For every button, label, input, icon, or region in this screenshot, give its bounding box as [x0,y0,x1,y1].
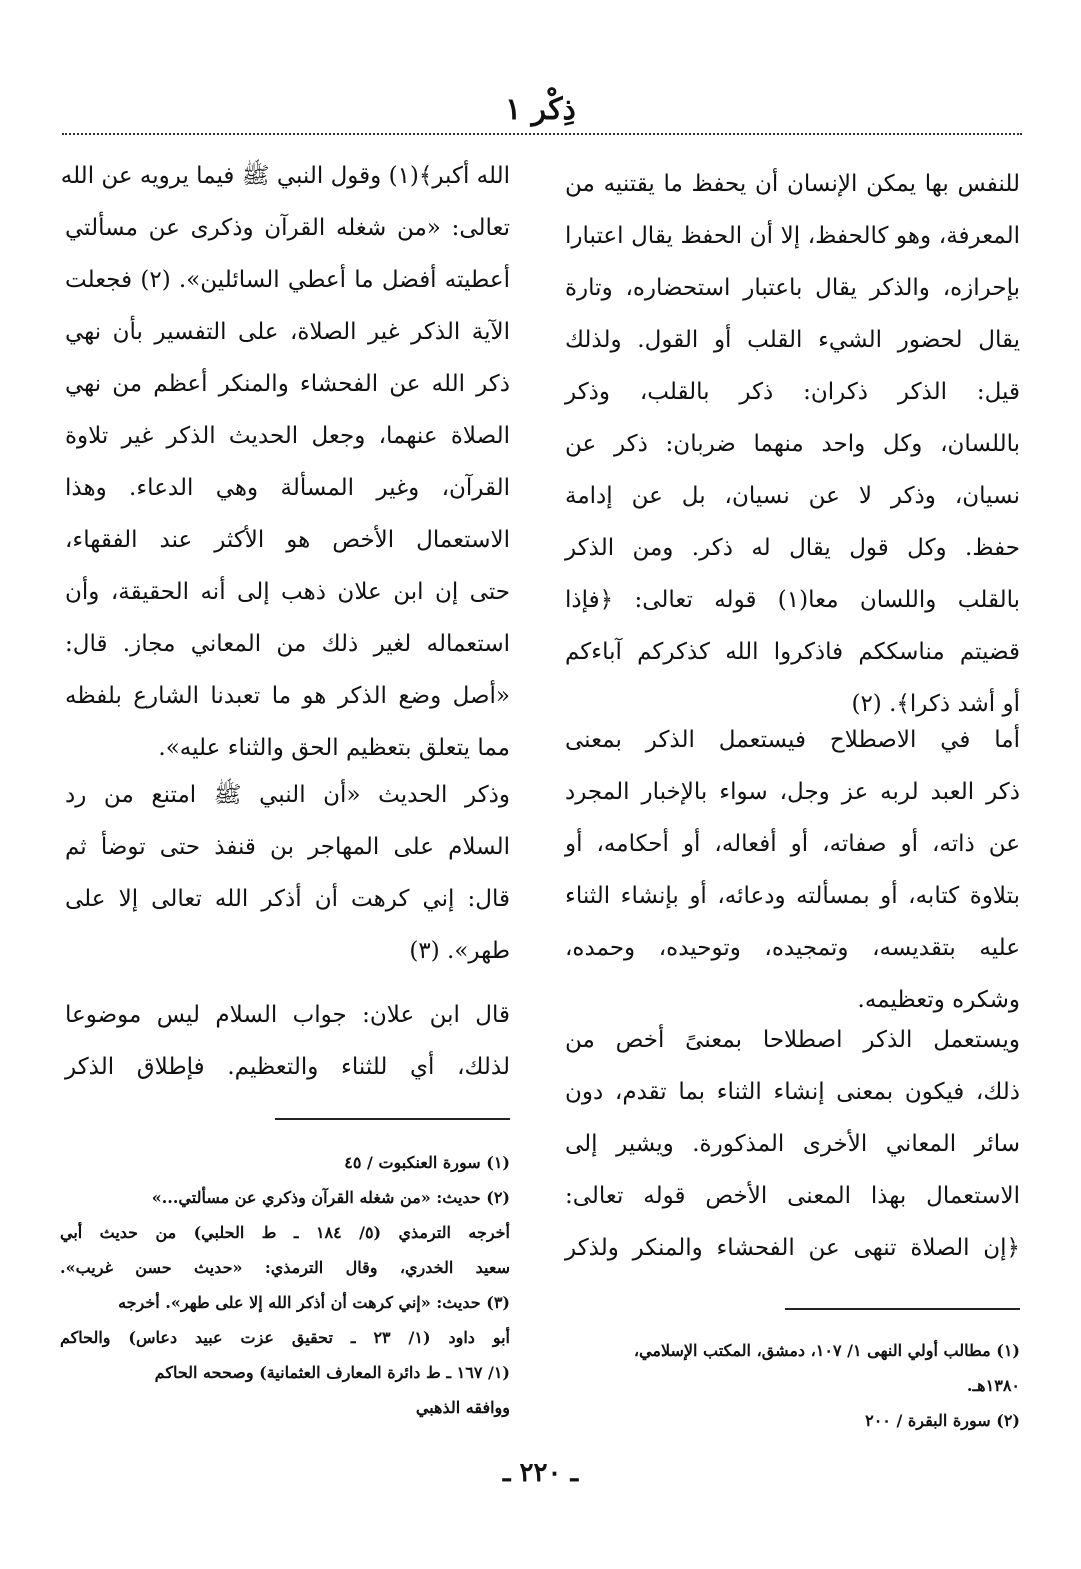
text-line: باللسان، وكل واحد منهما ضربان: ذكر عن [565,431,1020,457]
left-footnotes [60,1145,510,1425]
text-line: الاستعمال الأخص هو الأكثر عند الفقهاء، [65,527,510,553]
text-line: ذلك، فيكون بمعنى إنشاء الثناء بما تقدم، دون [565,1079,1020,1105]
text-line: أعطيته أفضل ما أعطي السائلين». (٢) فجعلت [65,267,510,293]
text-line: عن ذاته، أو صفاته، أو أفعاله، أو أحكامه، أو [565,831,1020,857]
text-line: وشكره وتعظيمه. [857,987,1020,1013]
text-line: أو أشد ذكرا﴾. (٢) [851,691,1020,717]
text-line: نسيان، وذكر لا عن نسيان، بل عن إدامة [565,483,1020,509]
text-line: قال: إني كرهت أن أذكر الله تعالى إلا على [65,886,510,912]
left-footnote-rule [275,1118,510,1120]
text-line: القرآن، وغير المسألة وهي الدعاء. وهذا [65,475,510,501]
text-line: بإحرازه، والذكر يقال باعتبار استحضاره، وتارة [565,275,1020,301]
text-line: مما يتعلق بتعظيم الحق والثناء عليه». [158,735,510,761]
text-line: بالقلب واللسان معا(١) قوله تعالى: ﴿فإذا [565,587,1020,613]
text-line: الصلاة عنهما، وجعل الحديث الذكر غير تلاوة [65,423,510,449]
footnote-line: (١) مطالب أولي النهى ١/ ١٠٧، دمشق، المكتب الإسلامي، [633,1341,1020,1360]
footnote-line: (١/ ١٦٧ ـ ط دائرة المعارف العثمانية) وصححه الحاكم [154,1363,510,1382]
left-para-2 [65,769,510,977]
text-line: «أصل وضع الذكر هو ما تعبدنا الشارع بلفظه [65,683,510,709]
text-line: عليه بتقديسه، وتمجيده، وتوحيده، وحمده، [565,935,1020,961]
text-line: الآية الذكر غير الصلاة، على التفسير بأن نهي [65,319,510,345]
left-para-3 [65,989,510,1093]
text-line: يقال لحضور الشيء القلب أو القول. ولذلك [565,327,1020,353]
right-para-1 [565,158,1020,730]
footnote-line: ١٣٨٠هـ. [966,1376,1020,1395]
text-line: ويستعمل الذكر اصطلاحا بمعنىً أخص من [565,1027,1020,1053]
text-line: حفظ. وكل قول يقال له ذكر. ومن الذكر [565,535,1020,561]
text-line: المعرفة، وهو كالحفظ، إلا أن الحفظ يقال اعتبارا [565,223,1020,249]
page-number: ـ ٢٢٠ ـ [502,1458,579,1488]
footnote-line: أخرجه الترمذي (٥/ ١٨٤ ـ ط الحلبي) من حديث أبي [60,1223,510,1242]
text-line: استعماله لغير ذلك من المعاني مجاز. قال: [65,631,510,657]
right-para-3 [565,1014,1020,1274]
right-footnotes [560,1333,1020,1438]
text-line: ﴿إن الصلاة تنهى عن الفحشاء والمنكر ولذكر [565,1235,1020,1261]
text-line: لذلك، أي للثناء والتعظيم. فإطلاق الذكر [65,1054,510,1080]
text-line: أما في الاصطلاح فيستعمل الذكر بمعنى [565,727,1020,753]
text-line: السلام على المهاجر بن قنفذ حتى توضأ ثم [65,834,510,860]
text-line: قال ابن علان: جواب السلام ليس موضوعا [65,1002,510,1028]
footnote-line: ووافقه الذهبي [415,1398,510,1417]
text-line: ذكر الله عن الفحشاء والمنكر أعظم من نهي [65,371,510,397]
footnote-line: (٢) حديث: «من شغله القرآن وذكري عن مسألتي...» [151,1188,510,1207]
left-para-1 [60,150,510,774]
footnote-line: أبو داود (١/ ٢٣ ـ تحقيق عزت عبيد دعاس) والحاكم [60,1328,510,1347]
running-header: ذِكْر ١ [505,92,576,127]
footnote-line: (٢) سورة البقرة / ٢٠٠ [865,1411,1020,1430]
footnote-line: سعيد الخدري، وقال الترمذي: «حديث حسن غريب». [60,1258,510,1277]
right-footnote-rule [785,1308,1020,1310]
text-line: الله أكبر﴾(١) وقول النبي ﷺ فيما يرويه عن الله [60,163,510,189]
text-line: طهر». (٣) [409,938,510,964]
header-divider [62,133,1022,135]
text-line: قضيتم مناسككم فاذكروا الله كذكركم آباءكم [565,639,1020,665]
footnote-line: (٣) حديث: «إني كرهت أن أذكر الله إلا على طهر». أخرجه [118,1293,510,1312]
text-line: تعالى: «من شغله القرآن وذكرى عن مسألتي [65,215,510,241]
text-line: ذكر العبد لربه عز وجل، سواء بالإخبار المجرد [565,779,1020,805]
text-line: قيل: الذكر ذكران: ذكر بالقلب، وذكر [565,379,1020,405]
text-line: بتلاوة كتابه، أو بمسألته ودعائه، أو بإنشاء الثناء [565,883,1020,909]
right-para-2 [565,714,1020,1026]
text-line: للنفس بها يمكن الإنسان أن يحفظ ما يقتنيه من [565,171,1020,197]
footnote-line: (١) سورة العنكبوت / ٤٥ [344,1153,510,1172]
text-line: حتى إن ابن علان ذهب إلى أنه الحقيقة، وأن [65,579,510,605]
text-line: وذكر الحديث «أن النبي ﷺ امتنع من رد [65,782,510,808]
text-line: الاستعمال بهذا المعنى الأخص قوله تعالى: [565,1183,1020,1209]
text-line: سائر المعاني الأخرى المذكورة. ويشير إلى [565,1131,1020,1157]
